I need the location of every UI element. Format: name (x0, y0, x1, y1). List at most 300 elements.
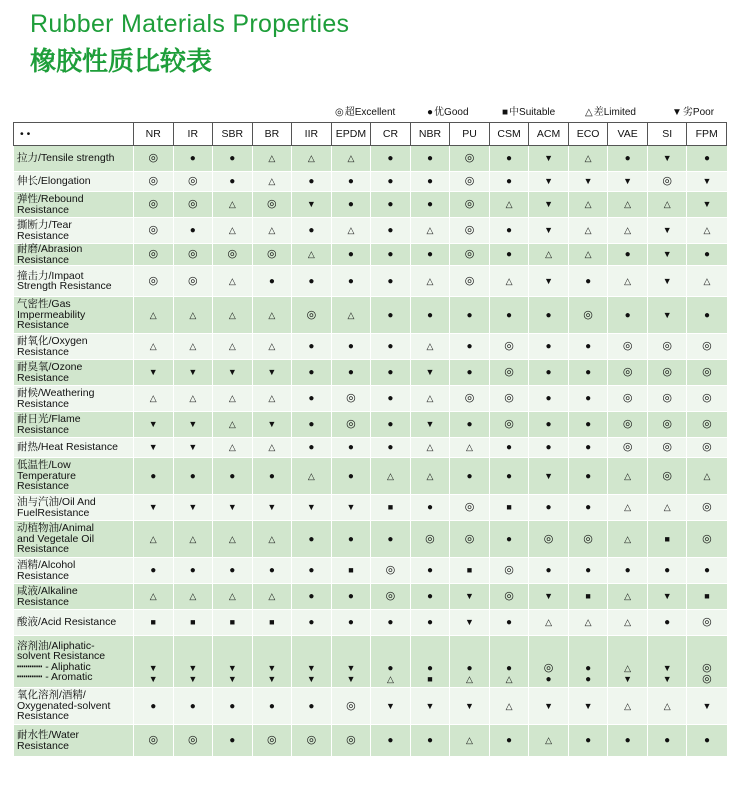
limited-icon: △ (624, 470, 632, 481)
limited-icon: △ (268, 341, 276, 351)
row-label: 酸液/Acid Resistance (14, 610, 134, 636)
rating-cell (608, 172, 648, 192)
rating-cell (450, 495, 490, 521)
rating-cell (529, 521, 569, 558)
poor-icon: ▼ (148, 367, 158, 377)
limited-icon: △ (386, 674, 394, 684)
rating-cell (331, 244, 371, 266)
column-header-nbr: NBR (410, 123, 450, 146)
limited-icon: △ (268, 442, 276, 452)
good-icon: ● (308, 367, 315, 378)
excellent-icon: ◎ (543, 662, 554, 674)
limited-icon: △ (228, 309, 236, 320)
good-icon: ● (347, 533, 354, 545)
good-icon: ● (703, 249, 710, 260)
limited-icon: △ (663, 502, 671, 512)
rating-cell (173, 334, 213, 360)
rating-cell (529, 412, 569, 438)
poor-icon: ▼ (267, 674, 277, 684)
good-icon: ● (506, 225, 513, 236)
excellent-icon: ◎ (622, 418, 633, 430)
poor-icon: ▼ (465, 617, 474, 627)
excellent-icon: ◎ (504, 366, 514, 378)
row-label: 拉力/Tensile strength (14, 146, 134, 172)
good-icon: ● (585, 367, 592, 378)
good-icon: ● (545, 419, 552, 430)
poor-icon: ▼ (702, 700, 712, 711)
legend-item-suitable (502, 103, 555, 118)
rating-cell (252, 386, 292, 412)
limited-icon: △ (426, 442, 434, 452)
good-icon: ● (347, 275, 354, 287)
good-icon: ● (506, 470, 513, 482)
good-icon: ● (229, 565, 236, 576)
rating-cell (134, 438, 174, 458)
good-icon: ● (347, 341, 354, 352)
table-row (14, 334, 727, 360)
rating-cell (608, 146, 648, 172)
rating-cell (489, 146, 529, 172)
rating-cell (450, 266, 490, 297)
excellent-icon: ◎ (702, 340, 712, 352)
rating-cell (292, 688, 332, 725)
rating-cell (331, 558, 371, 584)
rating-cell (489, 438, 529, 458)
excellent-icon: ◎ (702, 501, 712, 513)
rating-cell (687, 360, 727, 386)
rating-cell (450, 172, 490, 192)
good-icon: ● (347, 199, 354, 210)
poor-icon: ▼ (227, 674, 237, 684)
limited-icon: △ (228, 199, 236, 209)
limited-icon: △ (505, 700, 513, 711)
good-icon: ● (624, 309, 631, 321)
good-icon: ● (189, 470, 196, 482)
excellent-icon: ◎ (148, 198, 159, 210)
rating-cell (252, 458, 292, 495)
limited-icon: △ (624, 199, 632, 209)
good-icon: ● (387, 249, 394, 260)
rating-cell (608, 412, 648, 438)
table-row (14, 266, 727, 297)
rating-cell (292, 192, 332, 218)
good-icon: ● (229, 153, 236, 164)
limited-icon: △ (228, 591, 236, 601)
rating-cell (371, 521, 411, 558)
good-icon: ● (426, 176, 433, 187)
poor-icon: ▼ (267, 502, 277, 512)
excellent-icon: ◎ (464, 274, 475, 287)
excellent-icon: ◎ (306, 308, 317, 321)
rating-cell (292, 334, 332, 360)
suitable-icon: ■ (190, 617, 196, 627)
table-row (14, 172, 727, 192)
excellent-icon: ◎ (187, 248, 198, 260)
rating-cell (173, 521, 213, 558)
rating-cell (371, 688, 411, 725)
excellent-icon: ◎ (702, 441, 712, 453)
rating-cell (568, 584, 608, 610)
rating-cell (647, 412, 687, 438)
good-icon: ● (545, 393, 552, 404)
rating-cell (292, 146, 332, 172)
limited-icon: △ (307, 470, 315, 481)
excellent-icon: ◎ (702, 673, 712, 685)
rating-cell (647, 495, 687, 521)
rating-cell (331, 192, 371, 218)
rating-cell (608, 360, 648, 386)
rating-cell (608, 438, 648, 458)
limited-icon: △ (624, 225, 632, 235)
column-header-sbr: SBR (213, 123, 253, 146)
column-header-iir: IIR (292, 123, 332, 146)
good-icon: ● (229, 700, 236, 712)
good-icon: ● (387, 617, 394, 628)
limited-icon: △ (426, 275, 434, 286)
table-row (14, 584, 727, 610)
table-row (14, 360, 727, 386)
column-header-vae: VAE (608, 123, 648, 146)
poor-icon: ▼ (544, 199, 554, 209)
table-row (14, 725, 727, 757)
rating-cell (608, 636, 648, 688)
rating-cell (450, 386, 490, 412)
good-icon: ● (703, 735, 710, 746)
column-header-acm: ACM (529, 123, 569, 146)
rating-cell (687, 266, 727, 297)
rating-cell (331, 266, 371, 297)
excellent-icon: ◎ (702, 662, 712, 674)
rating-cell (529, 558, 569, 584)
legend-label: 超Excellent (344, 107, 396, 118)
rating-cell (489, 636, 529, 688)
rating-cell (173, 438, 213, 458)
limited-icon: △ (545, 617, 553, 627)
rating-cell (687, 558, 727, 584)
rating-cell (213, 192, 253, 218)
rating-cell (292, 297, 332, 334)
rating-cell (173, 636, 213, 688)
excellent-icon: ◎ (187, 734, 198, 746)
poor-icon: ▼ (544, 275, 554, 286)
rating-cell (529, 360, 569, 386)
rating-cell (134, 146, 174, 172)
rating-cell (371, 386, 411, 412)
rating-cell (450, 192, 490, 218)
rating-cell (568, 438, 608, 458)
rating-cell (687, 297, 727, 334)
poor-icon: ▼ (583, 176, 593, 186)
legend-label: 劣Poor (682, 107, 715, 118)
column-header-si: SI (647, 123, 687, 146)
good-icon: ● (624, 735, 631, 746)
limited-icon: △ (228, 393, 236, 403)
excellent-icon: ◎ (504, 418, 514, 430)
legend (335, 103, 730, 117)
excellent-icon: ◎ (148, 274, 159, 287)
rating-cell (292, 386, 332, 412)
rating-cell (331, 297, 371, 334)
row-label: 撞击力/Impaot Strength Resistance (14, 266, 134, 297)
excellent-icon: ◎ (622, 366, 633, 378)
excellent-icon: ◎ (346, 734, 356, 746)
rating-cell (450, 725, 490, 757)
rating-cell (489, 558, 529, 584)
rating-cell (410, 412, 450, 438)
poor-icon: ▼ (346, 674, 356, 684)
poor-icon: ▼ (672, 107, 682, 118)
rating-cell (410, 725, 450, 757)
poor-icon: ▼ (662, 275, 672, 286)
rating-cell (134, 266, 174, 297)
poor-icon: ▼ (425, 367, 435, 377)
rating-cell (292, 218, 332, 244)
good-icon: ● (229, 735, 236, 746)
excellent-icon: ◎ (662, 175, 672, 187)
rating-cell (410, 334, 450, 360)
limited-icon: △ (268, 591, 276, 601)
good-icon: ● (585, 393, 592, 404)
good-icon: ● (506, 533, 513, 545)
good-icon: ● (703, 153, 710, 164)
limited-icon: △ (505, 199, 513, 209)
good-icon: ● (426, 309, 433, 321)
rating-cell (529, 438, 569, 458)
table-row (14, 438, 727, 458)
suitable-icon: ■ (704, 591, 710, 601)
suitable-icon: ■ (427, 674, 433, 684)
limited-icon: △ (347, 153, 355, 163)
table-row (14, 458, 727, 495)
column-header-nr: NR (134, 123, 174, 146)
rating-cell (608, 558, 648, 584)
table-row (14, 386, 727, 412)
rating-cell (568, 412, 608, 438)
poor-icon: ▼ (465, 591, 474, 601)
rating-cell (647, 558, 687, 584)
good-icon: ● (585, 442, 592, 453)
rating-cell (647, 334, 687, 360)
legend-label: 中Suitable (509, 107, 556, 118)
rating-cell (331, 584, 371, 610)
rating-cell (331, 172, 371, 192)
good-icon: ● (664, 735, 671, 746)
good-icon: ● (426, 502, 433, 513)
excellent-icon: ◎ (187, 198, 198, 210)
suitable-icon: ■ (506, 502, 512, 512)
table-row (14, 146, 727, 172)
rating-cell (410, 386, 450, 412)
rating-cell (331, 458, 371, 495)
excellent-icon: ◎ (504, 340, 514, 352)
rating-cell (173, 360, 213, 386)
rating-cell (410, 244, 450, 266)
rating-cell (450, 584, 490, 610)
limited-icon: △ (466, 674, 473, 684)
rating-cell (292, 244, 332, 266)
poor-icon: ▼ (188, 674, 198, 684)
poor-icon: ▼ (544, 700, 554, 711)
good-icon: ● (387, 225, 394, 236)
limited-icon: △ (624, 502, 632, 512)
poor-icon: ▼ (148, 502, 158, 512)
rating-cell (252, 521, 292, 558)
rating-cell (410, 146, 450, 172)
rating-cell (489, 610, 529, 636)
rating-cell (410, 584, 450, 610)
rating-cell (608, 218, 648, 244)
rating-cell (331, 146, 371, 172)
rating-cell (252, 266, 292, 297)
rating-cell (213, 584, 253, 610)
rating-cell (450, 360, 490, 386)
excellent-icon: ◎ (464, 224, 475, 236)
rating-cell (173, 458, 213, 495)
table-row (14, 412, 727, 438)
poor-icon: ▼ (188, 663, 198, 673)
good-icon: ● (347, 470, 354, 482)
rating-cell (568, 334, 608, 360)
rating-cell (529, 636, 569, 688)
rating-cell (173, 172, 213, 192)
poor-icon: ▼ (702, 176, 712, 186)
good-icon: ● (387, 309, 394, 321)
good-icon: ● (585, 470, 592, 482)
rating-cell (410, 438, 450, 458)
rating-cell (608, 244, 648, 266)
rating-cell (331, 610, 371, 636)
limited-icon: △ (584, 249, 592, 259)
good-icon: ● (387, 735, 394, 746)
good-icon: ● (466, 309, 473, 321)
rating-cell (529, 218, 569, 244)
rating-cell (687, 495, 727, 521)
good-icon: ● (387, 393, 394, 404)
limited-icon: △ (584, 225, 592, 235)
rating-cell (568, 558, 608, 584)
rating-cell (292, 636, 332, 688)
rating-cell (173, 584, 213, 610)
rating-cell (134, 584, 174, 610)
rating-cell (213, 146, 253, 172)
rating-cell (213, 558, 253, 584)
legend-label: 差Limited (593, 107, 636, 118)
table-body (14, 146, 727, 757)
rating-cell (489, 521, 529, 558)
rating-cell (173, 725, 213, 757)
suitable-icon: ■ (664, 533, 670, 544)
limited-icon: △ (228, 533, 236, 544)
limited-icon: △ (624, 700, 632, 711)
good-icon: ● (308, 341, 315, 352)
excellent-icon: ◎ (425, 532, 435, 545)
limited-icon: △ (624, 663, 632, 673)
row-label: 耐氧化/Oxygen Resistance (14, 334, 134, 360)
rating-cell (450, 334, 490, 360)
rating-cell (568, 297, 608, 334)
rating-cell (252, 334, 292, 360)
row-label: 气密性/Gas Impermeability Resistance (14, 297, 134, 334)
table-row (14, 636, 727, 688)
good-icon: ● (585, 341, 592, 352)
poor-icon: ▼ (425, 700, 435, 711)
rating-cell (252, 218, 292, 244)
rating-cell (568, 688, 608, 725)
good-icon: ● (426, 199, 433, 210)
rating-cell (213, 172, 253, 192)
rating-cell (371, 495, 411, 521)
rating-cell (371, 244, 411, 266)
rating-cell (489, 297, 529, 334)
excellent-icon: ◎ (464, 248, 475, 260)
rating-cell (410, 192, 450, 218)
rating-cell (331, 495, 371, 521)
rating-cell (687, 584, 727, 610)
excellent-icon: ◎ (622, 392, 633, 404)
rating-cell (213, 610, 253, 636)
rating-cell (450, 521, 490, 558)
rating-cell (647, 584, 687, 610)
rating-cell (173, 266, 213, 297)
good-icon: ● (387, 533, 394, 545)
table-row (14, 297, 727, 334)
rating-cell (450, 636, 490, 688)
poor-icon: ▼ (227, 502, 237, 512)
poor-icon: ▼ (227, 367, 237, 377)
poor-icon: ▼ (662, 674, 672, 684)
poor-icon: ▼ (544, 153, 554, 163)
poor-icon: ▼ (306, 199, 316, 209)
good-icon: ● (585, 735, 592, 746)
excellent-icon: ◎ (662, 441, 672, 453)
poor-icon: ▼ (662, 153, 672, 163)
good-icon: ● (506, 153, 513, 164)
table-row (14, 610, 727, 636)
rating-cell (252, 244, 292, 266)
good-icon: ● (426, 153, 433, 164)
excellent-icon: ◎ (187, 274, 198, 287)
rating-cell (450, 297, 490, 334)
rating-cell (173, 297, 213, 334)
good-icon: ● (703, 565, 710, 576)
row-label: 氧化溶剂/酒精/ Oxygenated-solvent Resistance (14, 688, 134, 725)
limited-icon: △ (228, 275, 236, 286)
good-icon: ● (189, 700, 196, 712)
rating-cell (647, 266, 687, 297)
poor-icon: ▼ (425, 419, 435, 429)
rating-cell (410, 218, 450, 244)
rating-cell (608, 266, 648, 297)
row-label: 耐候/Weathering Resistance (14, 386, 134, 412)
rating-cell (489, 266, 529, 297)
rating-cell (529, 458, 569, 495)
poor-icon: ▼ (188, 419, 198, 429)
good-icon: ● (387, 367, 394, 378)
excellent-icon: ◎ (702, 366, 712, 378)
table-row (14, 521, 727, 558)
poor-icon: ▼ (662, 249, 672, 259)
excellent-icon: ◎ (504, 392, 514, 404)
rating-cell (450, 458, 490, 495)
rating-cell (371, 412, 411, 438)
rating-cell (687, 636, 727, 688)
excellent-icon: ◎ (702, 392, 712, 404)
limited-icon: △ (268, 225, 276, 235)
excellent-icon: ◎ (464, 152, 475, 164)
rating-cell (371, 192, 411, 218)
limited-icon: △ (149, 591, 157, 601)
poor-icon: ▼ (544, 176, 554, 186)
